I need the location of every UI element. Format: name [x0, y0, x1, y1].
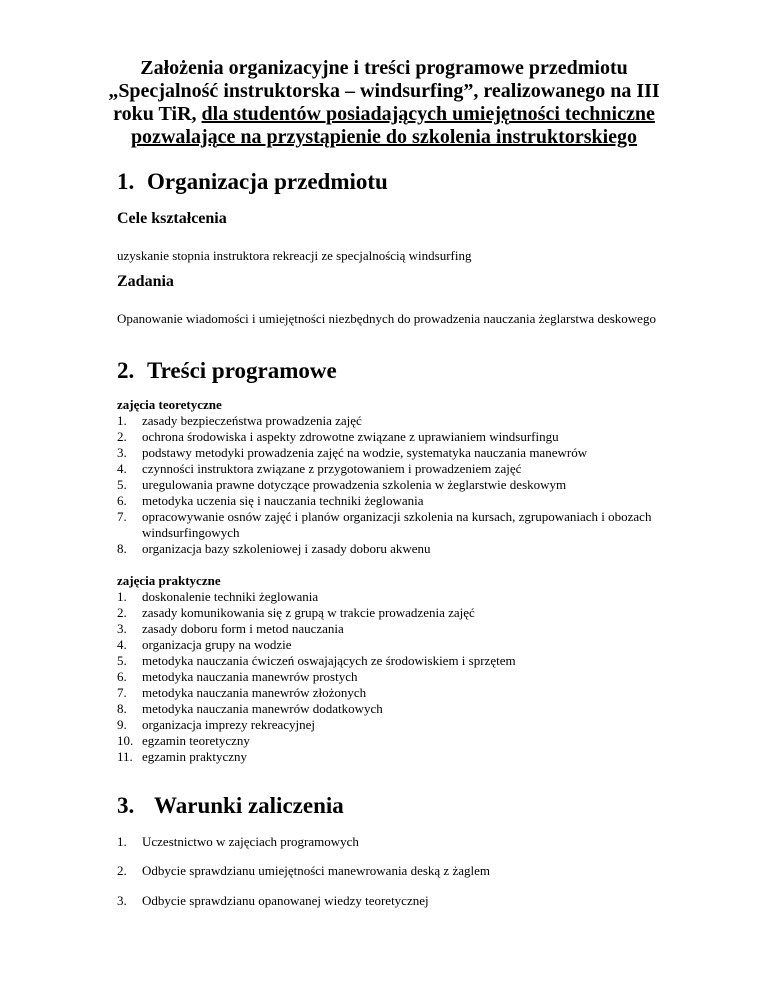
list-item-text: doskonalenie techniki żeglowania — [142, 589, 319, 604]
section-3-number: 3. — [117, 793, 135, 818]
list-item-text: ochrona środowiska i aspekty zdrowotne związane z uprawianiem windsurfingu — [142, 429, 559, 444]
condition-number: 2. — [117, 863, 127, 878]
list-item-text: uregulowania prawne dotyczące prowadzenia szkolenia w żeglarstwie deskowym — [142, 477, 567, 492]
section-3-title: Warunki zaliczenia — [154, 793, 344, 818]
condition-number: 1. — [117, 834, 127, 849]
condition-text: Uczestnictwo w zajęciach programowych — [142, 834, 359, 849]
list-item — [117, 589, 707, 605]
list-item-text: organizacja grupy na wodzie — [142, 637, 292, 652]
condition-item — [117, 893, 429, 909]
list-item — [117, 685, 707, 701]
list-item-number: 3. — [117, 445, 127, 460]
list-item-number: 10. — [117, 733, 134, 748]
list-item-number: 1. — [117, 589, 127, 604]
list-item-number: 6. — [117, 493, 127, 508]
list-item-text: metodyka nauczania manewrów dodatkowych — [142, 701, 383, 716]
section-2-title: Treści programowe — [147, 358, 337, 383]
list-item-text: metodyka nauczania ćwiczeń oswajających ze środowiskiem i sprzętem — [142, 653, 516, 668]
list-item-number: 6. — [117, 669, 127, 684]
title-line-4: pozwalające na przystąpienie do szkolenia instruktorskiego — [130, 126, 638, 148]
condition-text: Odbycie sprawdzianu umiejętności manewrowania deską z żaglem — [142, 863, 490, 878]
list-item — [117, 429, 707, 445]
list-item-text: zasady bezpieczeństwa prowadzenia zajęć — [142, 413, 362, 428]
list-item-number: 7. — [117, 685, 127, 700]
list-item-number: 7. — [117, 509, 127, 524]
list-item — [117, 413, 707, 429]
list-item-number: 2. — [117, 605, 127, 620]
title-line-3-plain: roku TiR, — [113, 103, 202, 125]
title-line-3 — [100, 103, 668, 126]
practice-list — [117, 589, 707, 765]
list-item-number: 9. — [117, 717, 127, 732]
title-line-2: „Specjalność instruktorska – windsurfing”, realizowanego na III — [108, 80, 660, 102]
list-item-text: zasady komunikowania się z grupą w trakcie prowadzenia zajęć — [142, 605, 475, 620]
list-item — [117, 637, 707, 653]
title-line-3-underlined: dla studentów posiadających umiejętności techniczne — [201, 103, 655, 125]
list-item-number: 8. — [117, 701, 127, 716]
list-item — [117, 509, 707, 541]
list-item — [117, 445, 707, 461]
list-item — [117, 477, 707, 493]
list-item — [117, 733, 707, 749]
list-item — [117, 493, 707, 509]
list-item-number: 11. — [117, 749, 133, 764]
list-item — [117, 701, 707, 717]
list-item-number: 4. — [117, 461, 127, 476]
list-item-number: 8. — [117, 541, 127, 556]
list-item-text: czynności instruktora związane z przygotowaniem i prowadzeniem zajęć — [142, 461, 522, 476]
list-item-number: 3. — [117, 621, 127, 636]
list-item-number: 2. — [117, 429, 127, 444]
list-item-text: egzamin teoretyczny — [142, 733, 250, 748]
list-item-number: 5. — [117, 653, 127, 668]
list-item — [117, 621, 707, 637]
goals-heading: Cele kształcenia — [117, 210, 227, 227]
theory-heading: zajęcia teoretyczne — [117, 397, 222, 412]
list-item-text: egzamin praktyczny — [142, 749, 248, 764]
section-2-number: 2. — [117, 358, 135, 383]
condition-item — [117, 834, 359, 850]
list-item-text: opracowywanie osnów zajęć i planów organizacji szkolenia na kursach, zgrupowaniach i obozach windsurfingowych — [142, 509, 652, 540]
condition-item — [117, 863, 490, 879]
list-item-text: organizacja imprezy rekreacyjnej — [142, 717, 315, 732]
list-item-number: 4. — [117, 637, 127, 652]
list-item-text: zasady doboru form i metod nauczania — [142, 621, 344, 636]
section-2-heading — [117, 358, 337, 384]
list-item — [117, 653, 707, 669]
goals-text: uzyskanie stopnia instruktora rekreacji ze specjalnością windsurfing — [117, 248, 472, 263]
list-item-text: metodyka uczenia się i nauczania techniki żeglowania — [142, 493, 424, 508]
section-1-title: Organizacja przedmiotu — [147, 169, 388, 194]
list-item — [117, 669, 707, 685]
condition-text: Odbycie sprawdzianu opanowanej wiedzy teoretycznej — [142, 893, 429, 908]
list-item-text: metodyka nauczania manewrów prostych — [142, 669, 358, 684]
list-item — [117, 461, 707, 477]
tasks-text: Opanowanie wiadomości i umiejętności niezbędnych do prowadzenia nauczania żeglarstwa deskowego — [117, 311, 656, 326]
list-item — [117, 717, 707, 733]
practice-heading: zajęcia praktyczne — [117, 573, 221, 588]
tasks-heading: Zadania — [117, 273, 174, 290]
list-item — [117, 605, 707, 621]
condition-number: 3. — [117, 893, 127, 908]
list-item-text: metodyka nauczania manewrów złożonych — [142, 685, 367, 700]
title-line-1: Założenia organizacyjne i treści programowe przedmiotu — [140, 57, 628, 79]
list-item-number: 1. — [117, 413, 127, 428]
list-item-text: podstawy metodyki prowadzenia zajęć na wodzie, systematyka nauczania manewrów — [142, 445, 588, 460]
list-item-number: 5. — [117, 477, 127, 492]
section-3-heading — [117, 793, 344, 819]
theory-list — [117, 413, 707, 557]
list-item-text: organizacja bazy szkoleniowej i zasady doboru akwenu — [142, 541, 431, 556]
document-title — [100, 57, 668, 149]
section-1-heading — [117, 169, 388, 195]
list-item — [117, 749, 707, 765]
section-1-number: 1. — [117, 169, 135, 194]
list-item — [117, 541, 707, 557]
